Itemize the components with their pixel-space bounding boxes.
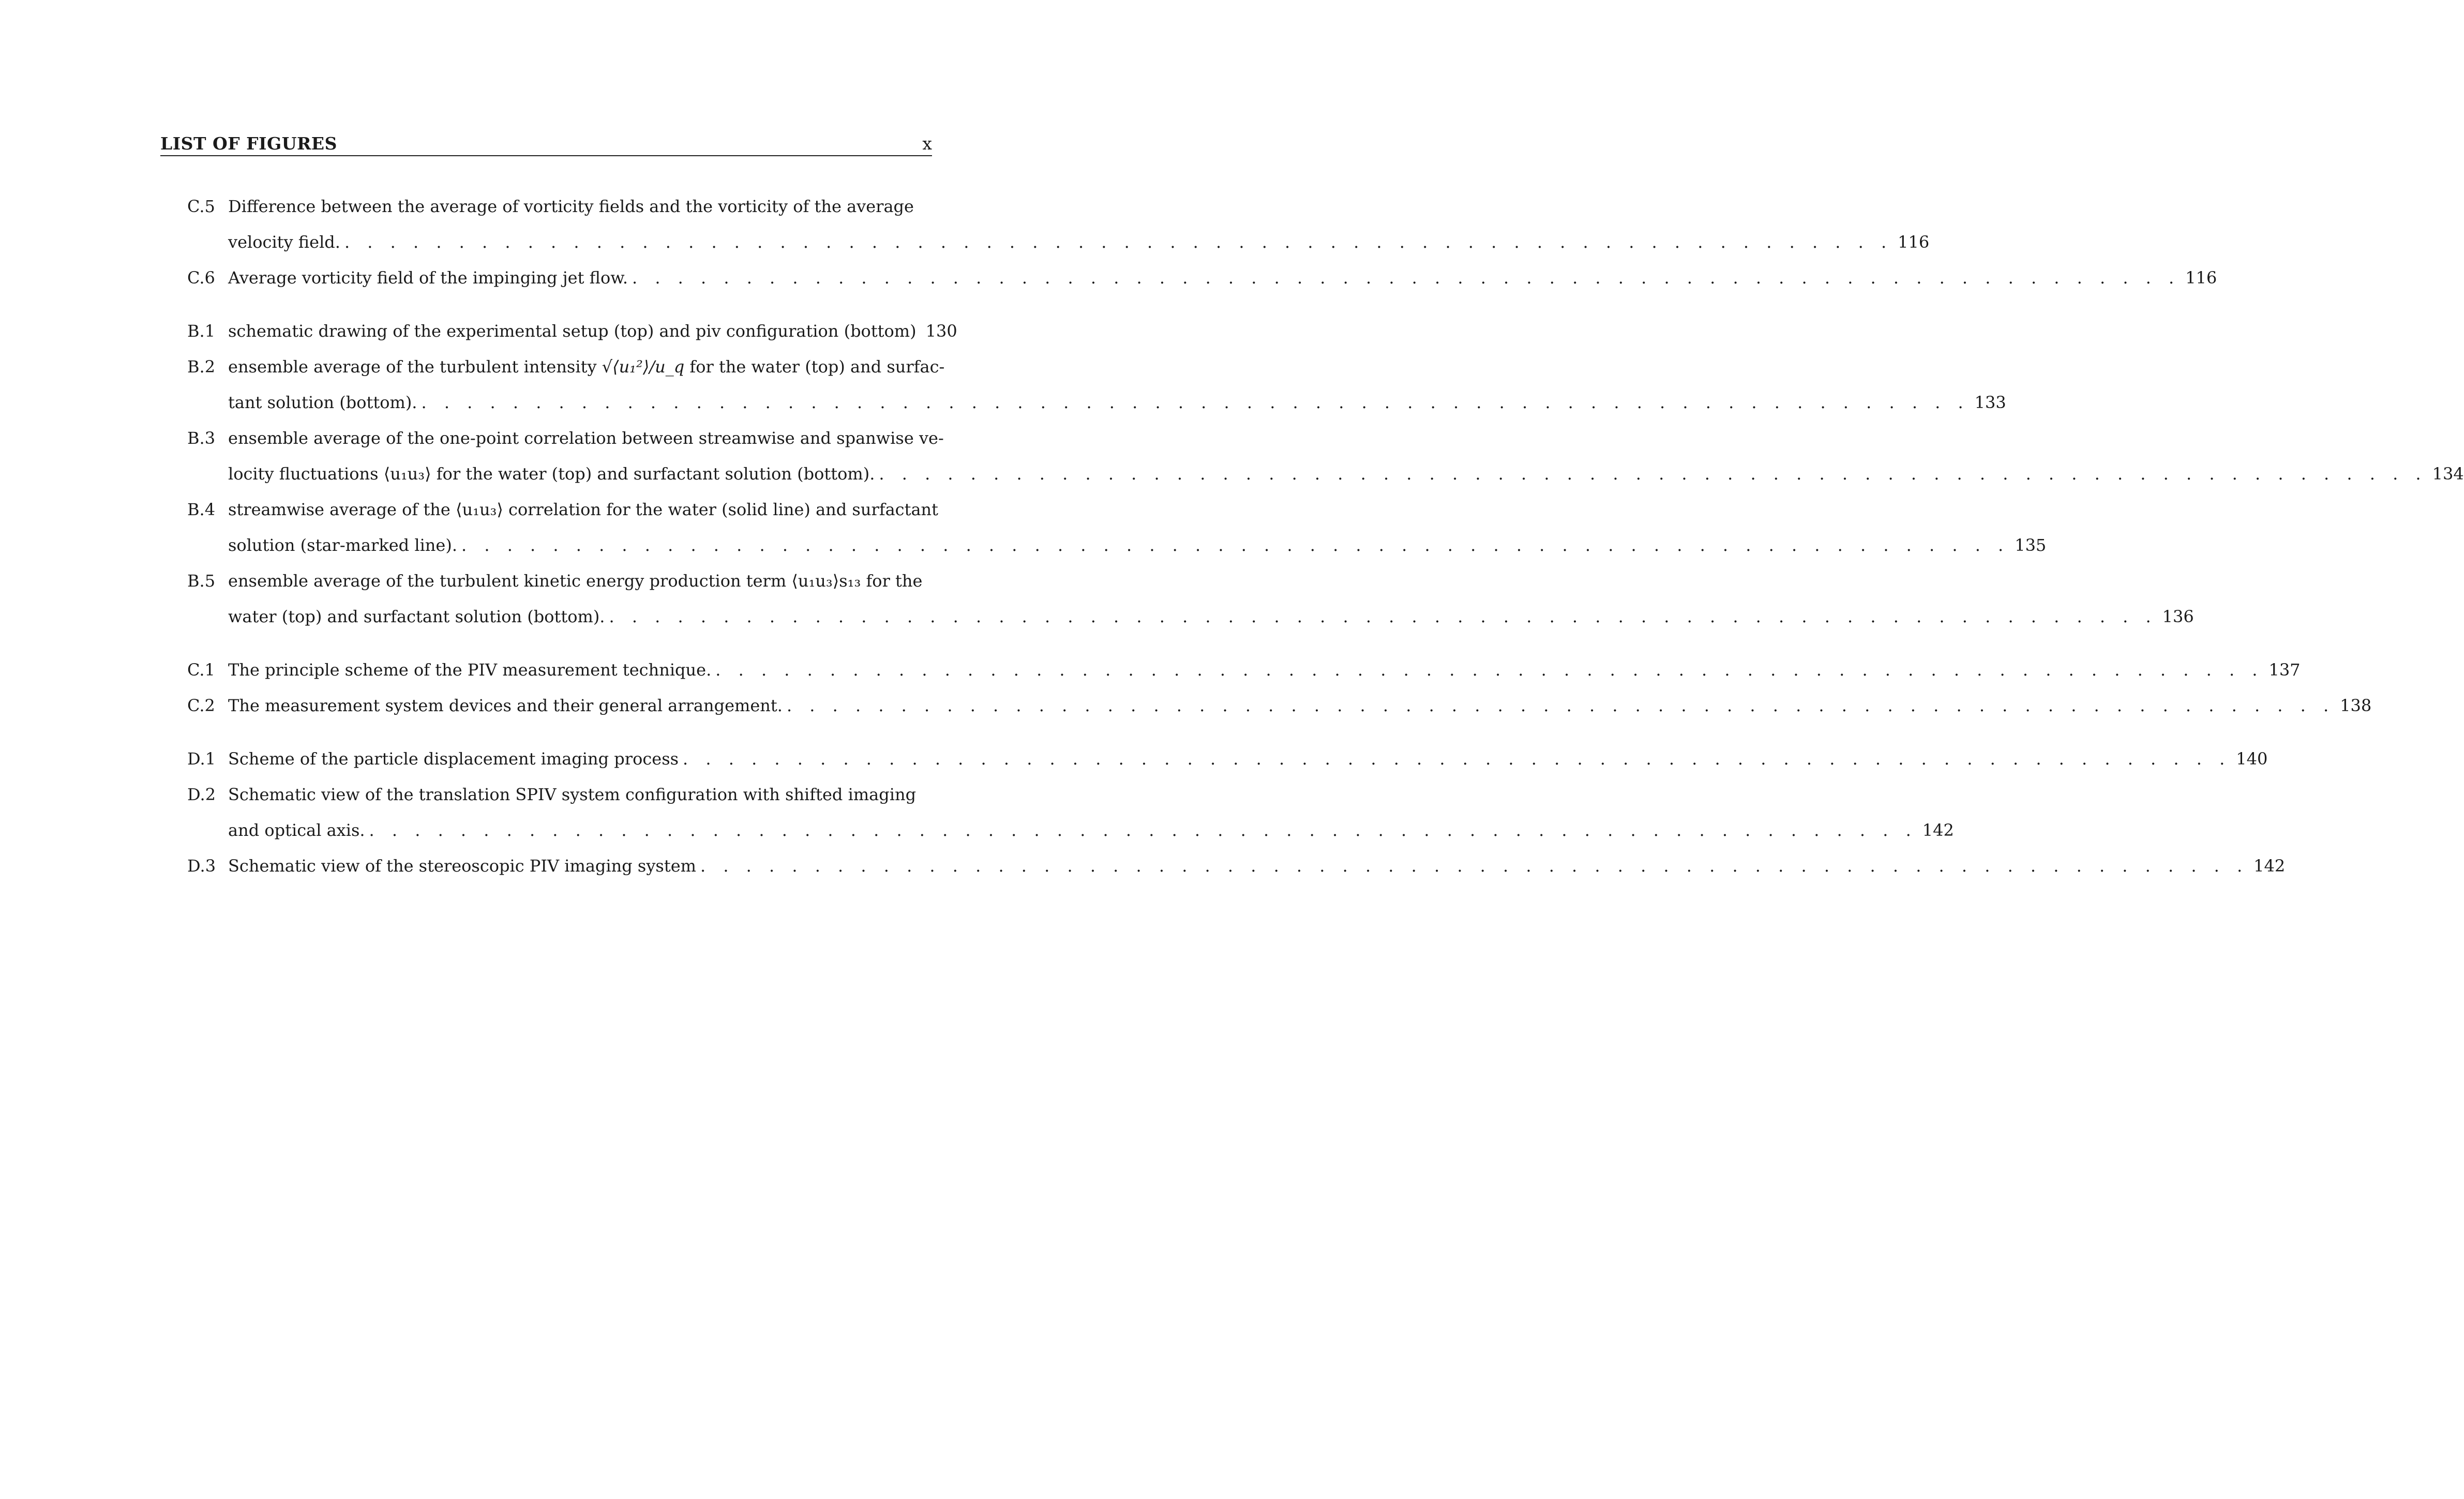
- entry-text-last: velocity field.: [228, 232, 340, 252]
- entry-page-number: 136: [2162, 607, 2194, 626]
- toc-group-c-appendix: [160, 652, 2372, 724]
- toc-entry-b4[interactable]: [160, 492, 2047, 563]
- entry-page-number: 137: [2268, 660, 2301, 680]
- entry-text-line: ensemble average of the one-point correlation between streamwise and spanwise ve-: [228, 428, 944, 448]
- dot-leader: . . . . . . . . . . . . . . . . . . . . . . . . . . . . . . . . . . . . . . . . . . . . . . . . . . . . . . . . . . . . . . . . . . . .: [461, 535, 2010, 555]
- toc-entry-b5[interactable]: [160, 563, 2194, 635]
- entry-page-number: 134: [2432, 464, 2464, 484]
- entry-text-last: Average vorticity field of the impinging jet flow.: [228, 268, 628, 288]
- dot-leader: . . . . . . . . . . . . . . . . . . . . . . . . . . . . . . . . . . . . . . . . . . . . . . . . . . . . . . . . . . . . . . . . . . . .: [683, 749, 2231, 769]
- figure-number: B.4: [187, 500, 216, 519]
- toc-entry-b3[interactable]: [160, 421, 2464, 492]
- toc-entry-c2[interactable]: [160, 688, 2372, 724]
- entry-page-number: 130: [925, 321, 957, 341]
- figure-number: B.5: [187, 571, 216, 591]
- entry-text-last: locity fluctuations ⟨u₁u₃⟩ for the water (top) and surfactant solution (bottom).: [228, 464, 875, 484]
- dot-leader: . . . . . . . . . . . . . . . . . . . . . . . . . . . . . . . . . . . . . . . . . . . . . . . . . . . . . . . . . . . . . . . . . . . .: [715, 660, 2264, 680]
- header-title: LIST OF FIGURES: [160, 133, 337, 154]
- figure-number: C.5: [187, 197, 215, 216]
- dot-leader: . . . . . . . . . . . . . . . . . . . . . . . . . . . . . . . . . . . . . . . . . . . . . . . . . . . . . . . . . . . . . . . . . . . .: [609, 607, 2157, 626]
- toc-group-c: [160, 189, 2217, 296]
- entry-text-line: Difference between the average of vorticity fields and the vorticity of the average: [228, 197, 914, 216]
- figure-number: B.3: [187, 428, 216, 448]
- entry-page-number: 116: [1898, 232, 1930, 252]
- toc-entry-d2[interactable]: [160, 777, 1954, 848]
- toc-entry-c5[interactable]: [160, 189, 1930, 260]
- header-page-number: x: [922, 133, 932, 154]
- entry-text-last: Schematic view of the stereoscopic PIV imaging system: [228, 856, 696, 876]
- entry-page-number: 142: [2253, 856, 2286, 876]
- entry-text-last: The principle scheme of the PIV measurement technique.: [228, 660, 712, 680]
- entry-text-last: schematic drawing of the experimental setup (top) and piv configuration (bottom): [228, 321, 917, 341]
- toc-entry-d3[interactable]: [160, 848, 2286, 884]
- toc-group-d: [160, 741, 2286, 884]
- list-of-figures: [160, 189, 2464, 902]
- entry-text-line: streamwise average of the ⟨u₁u₃⟩ correlation for the water (solid line) and surfactant: [228, 500, 938, 519]
- entry-text-last: solution (star-marked line).: [228, 535, 457, 555]
- entry-text-last: The measurement system devices and their general arrangement.: [228, 696, 783, 715]
- figure-number: B.1: [187, 321, 216, 341]
- entry-page-number: 138: [2340, 696, 2372, 715]
- turbulent-intensity-formula: √⟨u₁²⟩/u_q: [602, 357, 685, 377]
- figure-number: D.2: [187, 785, 216, 804]
- figure-number: C.2: [187, 696, 215, 715]
- toc-entry-b1[interactable]: [160, 313, 957, 349]
- dot-leader: . . . . . . . . . . . . . . . . . . . . . . . . . . . . . . . . . . . . . . . . . . . . . . . . . . . . . . . . . . . . . . . . . . . .: [344, 232, 1893, 252]
- entry-text-line: [228, 349, 945, 385]
- figure-number: C.1: [187, 660, 215, 680]
- entry-page-number: 140: [2236, 749, 2268, 769]
- entry-text-last: water (top) and surfactant solution (bottom).: [228, 607, 605, 626]
- entry-text-prefix: ensemble average of the turbulent intensity: [228, 357, 597, 377]
- figure-number: D.3: [187, 856, 216, 876]
- dot-leader: . . . . . . . . . . . . . . . . . . . . . . . . . . . . . . . . . . . . . . . . . . . . . . . . . . . . . . . . . . . . . . . . . . . .: [786, 696, 2335, 715]
- toc-entry-c6[interactable]: [160, 260, 2217, 296]
- entry-page-number: 142: [1922, 820, 1954, 840]
- entry-text-suffix: for the water (top) and surfac-: [689, 357, 945, 377]
- entry-text-last: and optical axis.: [228, 820, 365, 840]
- figure-number: D.1: [187, 749, 216, 769]
- entry-text-last: Scheme of the particle displacement imaging process: [228, 749, 679, 769]
- toc-entry-b2[interactable]: [160, 349, 2006, 421]
- toc-entry-d1[interactable]: [160, 741, 2268, 777]
- toc-entry-c1[interactable]: [160, 652, 2301, 688]
- entry-text-last: tant solution (bottom).: [228, 393, 417, 412]
- figure-number: C.6: [187, 268, 215, 288]
- running-header: [160, 133, 932, 156]
- dot-leader: . . . . . . . . . . . . . . . . . . . . . . . . . . . . . . . . . . . . . . . . . . . . . . . . . . . . . . . . . . . . . . . . . . . .: [700, 856, 2249, 876]
- figure-number: B.2: [187, 357, 216, 377]
- dot-leader: . . . . . . . . . . . . . . . . . . . . . . . . . . . . . . . . . . . . . . . . . . . . . . . . . . . . . . . . . . . . . . . . . . . .: [879, 464, 2427, 484]
- entry-text-line: Schematic view of the translation SPIV system configuration with shifted imaging: [228, 785, 917, 804]
- dot-leader: . . . . . . . . . . . . . . . . . . . . . . . . . . . . . . . . . . . . . . . . . . . . . . . . . . . . . . . . . . . . . . . . . . . .: [369, 820, 1917, 840]
- entry-page-number: 116: [2185, 268, 2217, 288]
- entry-page-number: 133: [1974, 393, 2006, 412]
- entry-text-line: ensemble average of the turbulent kinetic energy production term ⟨u₁u₃⟩s₁₃ for the: [228, 571, 923, 591]
- dot-leader: . . . . . . . . . . . . . . . . . . . . . . . . . . . . . . . . . . . . . . . . . . . . . . . . . . . . . . . . . . . . . . . . . . . .: [632, 268, 2181, 288]
- toc-group-b: [160, 313, 2464, 635]
- dot-leader: . . . . . . . . . . . . . . . . . . . . . . . . . . . . . . . . . . . . . . . . . . . . . . . . . . . . . . . . . . . . . . . . . . . .: [421, 393, 1970, 412]
- entry-page-number: 135: [2015, 535, 2047, 555]
